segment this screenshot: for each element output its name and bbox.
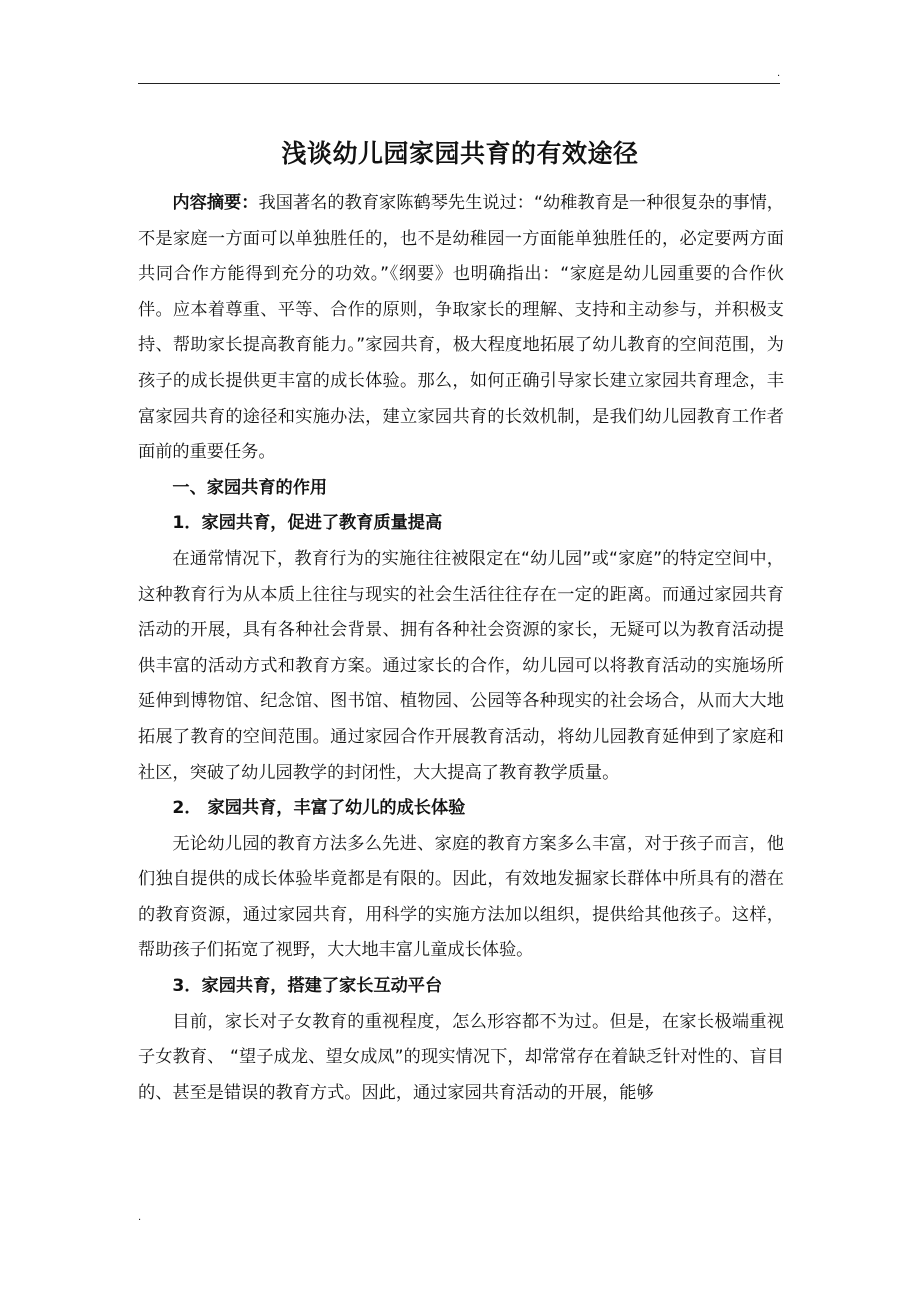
abstract-text: 我国著名的教育家陈鹤琴先生说过：“幼稚教育是一种很复杂的事情，不是家庭一方面可以单独胜任的，也不是幼稚园一方面能单独胜任的，必定要两方面共同合作方能得到充分的功效。”《纲要》也明确指出：“家庭是幼儿园重要的合作伙伴。应本着尊重、平等、合作的原则，争取家长的理解、支持和主动参与，并积极支持、帮助家长提高教育能力。”家园共育，极大程度地拓展了幼儿教育的空间范围，为孩子的成长提供更丰富的成长体验。那么，如何正确引导家长建立家园共育理念，丰富家园共育的途径和实施办法，建立家园共育的长效机制，是我们幼儿园教育工作者面前的重要任务。 — [138, 193, 784, 463]
subsection-paragraph-3: 目前，家长对子女教育的重视程度，怎么形容都不为过。但是，在家长极端重视子女教育、 “望子成龙、望女成凤”的现实情况下，却常常存在着缺乏针对性的、盲目的、甚至是错误的教育方式。因此，通过家园共育活动的开展，能够 — [138, 1011, 784, 1103]
subsection-heading-2: 2． 家园共育，丰富了幼儿的成长体验 — [172, 798, 466, 819]
document-title: 浅谈幼儿园家园共育的有效途径 — [281, 138, 639, 168]
subsection-heading-1: 1．家园共育，促进了教育质量提高 — [172, 513, 443, 534]
section-heading-1: 一、家园共育的作用 — [172, 477, 328, 498]
abstract-paragraph — [138, 186, 784, 471]
header-rule — [138, 83, 780, 84]
footer-mark: . — [138, 1212, 142, 1223]
subsection-heading-3: 3．家园共育，搭建了家长互动平台 — [172, 976, 443, 997]
header-mark: . — [777, 68, 781, 79]
subsection-paragraph-1: 在通常情况下，教育行为的实施往往被限定在“幼儿园”或“家庭”的特定空间中，这种教育行为从本质上往往与现实的社会生活往往存在一定的距离。而通过家园共育活动的开展，具有各种社会背景、拥有各种社会资源的家长，无疑可以为教育活动提供丰富的活动方式和教育方案。通过家长的合作，幼儿园可以将教育活动的实施场所延伸到博物馆、纪念馆、图书馆、植物园、公园等各种现实的社会场合，从而大大地拓展了教育的空间范围。通过家园合作开展教育活动，将幼儿园教育延伸到了家庭和社区，突破了幼儿园教学的封闭性，大大提高了教育教学质量。 — [138, 548, 784, 783]
document-body — [138, 186, 784, 1111]
abstract-label: 内容摘要： — [172, 193, 259, 213]
subsection-paragraph-2: 无论幼儿园的教育方法多么先进、家庭的教育方案多么丰富，对于孩子而言，他们独自提供的成长体验毕竟都是有限的。因此，有效地发掘家长群体中所具有的潜在的教育资源，通过家园共育，用科学的实施方法加以组织，提供给其他孩子。这样，帮助孩子们拓宽了视野，大大地丰富儿童成长体验。 — [138, 833, 784, 961]
